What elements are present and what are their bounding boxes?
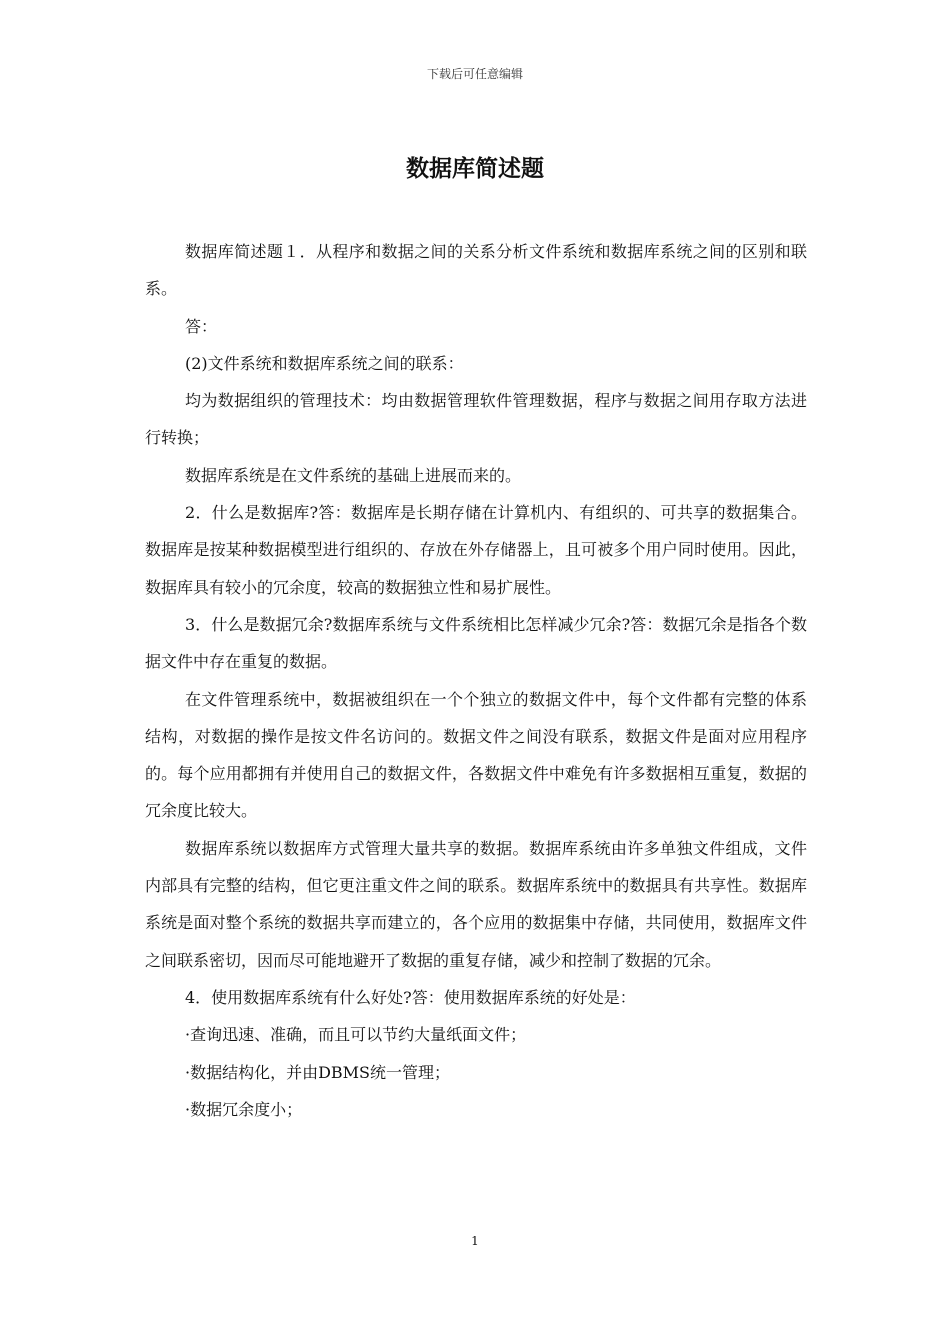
- paragraph: 2．什么是数据库?答：数据库是长期存储在计算机内、有组织的、可共享的数据集合。数据库是按某种数据模型进行组织的、存放在外存储器上，且可被多个用户同时使用。因此，数据库具有较小的冗余度，较高的数据独立性和易扩展性。: [145, 503, 807, 597]
- paragraph: 3．什么是数据冗余?数据库系统与文件系统相比怎样减少冗余?答：数据冗余是指各个数据文件中存在重复的数据。: [145, 614, 807, 672]
- page-number: 1: [471, 1234, 479, 1248]
- paragraph: 4．使用数据库系统有什么好处?答：使用数据库系统的好处是：: [185, 987, 636, 1007]
- paragraph: 数据库简述题１．从程序和数据之间的关系分析文件系统和数据库系统之间的区别和联系。: [145, 242, 807, 299]
- paragraph: 答：: [185, 316, 218, 336]
- bullet-item: ·数据结构化，并由DBMS统一管理；: [185, 1062, 451, 1082]
- paragraph: 均为数据组织的管理技术：均由数据管理软件管理数据，程序与数据之间用存取方法进行转换；: [145, 391, 807, 448]
- paragraph: 在文件管理系统中，数据被组织在一个个独立的数据文件中，每个文件都有完整的体系结构，对数据的操作是按文件名访问的。数据文件之间没有联系，数据文件是面对应用程序的。每个应用都拥有并使用自己的数据文件，各数据文件中难免有许多数据相互重复，数据的冗余度比较大。: [145, 689, 807, 821]
- document-body: [145, 233, 807, 1128]
- document-title: 数据库简述题: [406, 155, 544, 182]
- paragraph: 数据库系统是在文件系统的基础上进展而来的。: [185, 465, 522, 485]
- page-header: 下载后可任意编辑: [426, 67, 523, 81]
- paragraph: 数据库系统以数据库方式管理大量共享的数据。数据库系统由许多单独文件组成，文件内部具有完整的结构，但它更注重文件之间的联系。数据库系统中的数据具有共享性。数据库系统是面对整个系统的数据共享而建立的，各个应用的数据集中存储，共同使用，数据库文件之间联系密切，因而尽可能地避开了数据的重复存储，减少和控制了数据的冗余。: [145, 838, 807, 970]
- bullet-item: ·数据冗余度小；: [185, 1099, 303, 1119]
- paragraph: (2)文件系统和数据库系统之间的联系：: [185, 353, 464, 373]
- bullet-item: ·查询迅速、准确，而且可以节约大量纸面文件；: [185, 1025, 527, 1045]
